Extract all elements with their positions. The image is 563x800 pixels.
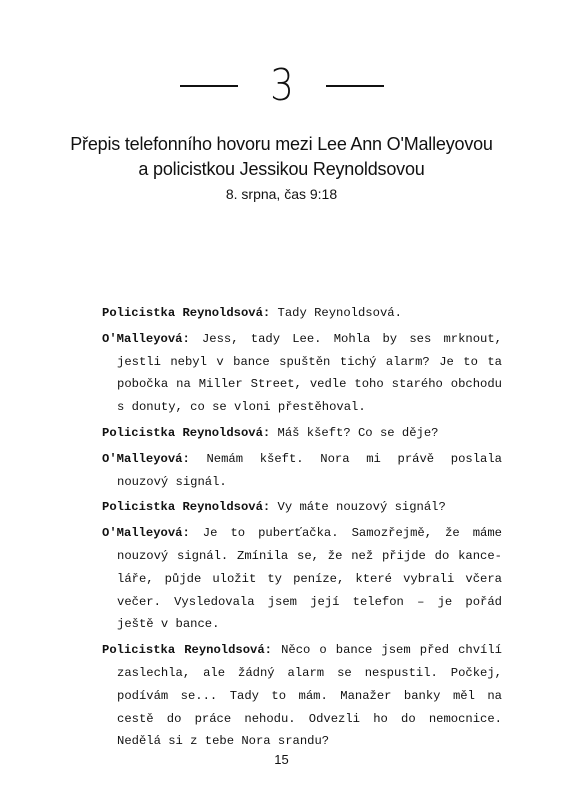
speaker-label: Policistka Reynoldsová: — [102, 425, 271, 440]
chapter-rule-left — [180, 85, 238, 87]
chapter-number: 3 — [269, 60, 294, 111]
chapter-title — [0, 132, 563, 182]
transcript — [102, 302, 502, 753]
speaker-label: Policistka Reynoldsová: — [102, 306, 271, 320]
speaker-label: O'Malleyová: — [102, 451, 190, 466]
chapter-rule-right — [326, 85, 384, 87]
speaker-label: Policistka Reynoldsová: — [102, 500, 271, 515]
dialogue-text: Něco o bance jsem před chvílí zaslechla, ale žádný alarm se nespustil. Počkej, podívám se... Tady to mám. Manažer banky měl na cestě do práce nehodu. Odvezli ho do nemocnice. Nedělá si z tebe Nora srandu? — [117, 643, 502, 749]
dialogue-text: Tady Reynoldsová. — [277, 306, 402, 320]
dialogue-text: Vy máte nouzový signál? — [277, 500, 446, 515]
speaker-label: Policistka Reynoldsová: — [102, 643, 272, 658]
speaker-label: O'Malleyová: — [102, 526, 190, 541]
transcript-entry — [102, 422, 502, 445]
transcript-entry — [102, 302, 502, 325]
date-time-subtitle: 8. srpna, čas 9:18 — [225, 186, 338, 202]
transcript-entry — [102, 522, 502, 636]
dialogue-text: Jess, tady Lee. Mohla by ses mrknout, jestli nebyl v bance spuštěn tichý alarm? Je to ta pobočka na Miller Street, vedle toho starého obchodu s donuty, co se vloni přestěhoval. — [117, 331, 502, 415]
dialogue-text: Je to puberťačka. Samozřejmě, že máme nouzový signál. Zmínila se, že než přijde do kanceláře, půjde uložit ty peníze, které vybrali včera večer. Vysledovala jsem její telefon – je pořád ještě v bance. — [117, 526, 502, 632]
chapter-title-line-2: a policistkou Jessikou Reynoldsovou — [138, 159, 425, 179]
speaker-label: O'Malleyová: — [102, 331, 190, 346]
transcript-entry — [102, 639, 502, 753]
transcript-entry — [102, 448, 502, 494]
dialogue-text: Nemám kšeft. Nora mi právě poslala nouzový signál. — [117, 451, 502, 489]
transcript-entry — [102, 328, 502, 419]
chapter-heading — [0, 62, 563, 110]
chapter-title-line-1: Přepis telefonního hovoru mezi Lee Ann O'Malleyovou — [70, 134, 493, 154]
transcript-entry — [102, 496, 502, 519]
page-number: 15 — [274, 752, 289, 767]
dialogue-text: Máš kšeft? Co se děje? — [277, 425, 439, 440]
